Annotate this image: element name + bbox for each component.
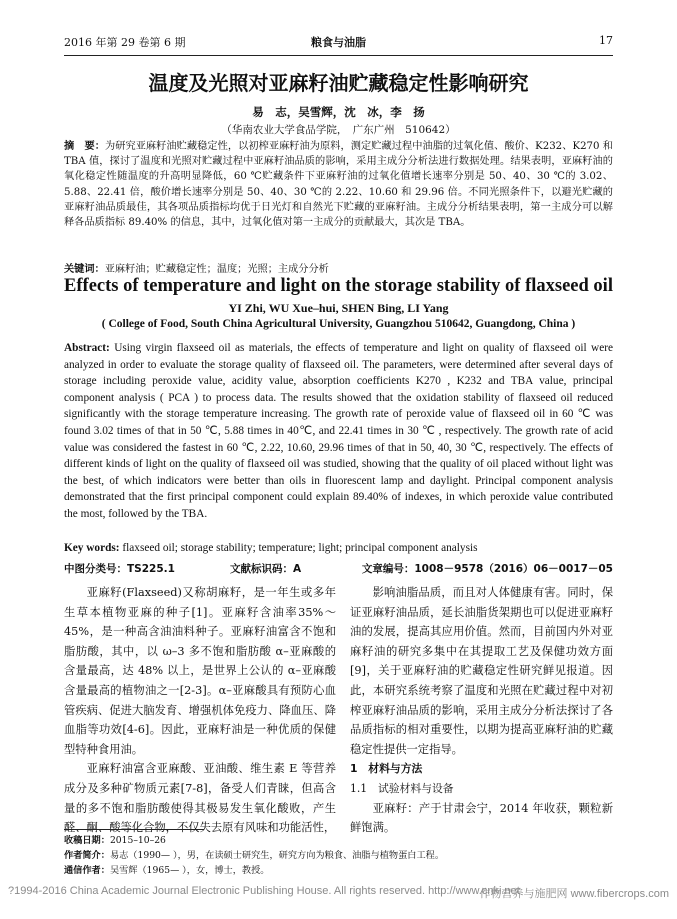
abstract-cn-text: 为研究亚麻籽油贮藏稳定性，以初榨亚麻籽油为原料，测定贮藏过程中油脂的过氧化值、酸价、K232、K270 和 TBA 值，探讨了温度和光照对贮藏过程中亚麻籽油品质的影响，采用主成分分析法进行数据处理。结果表明，亚麻籽油的氧化稳定性随温度的升高明显降低，60 ℃贮藏条件下亚麻籽油的过氧化值增长速率分别是 50、40、30 ℃的 3.02、5.88、22.41 倍，酸价增长速率分别是 50、40、30 ℃的 2.22、10.60 和 29.96 倍。不同光照条件下，以避光贮藏的亚麻籽油品质最佳，其各项品质指标均优于日光灯和自然光下贮藏的亚麻籽油。主成分分析结果表明，第一主成分可以解释各品质指标 89.40% 的信息，其中，过氧化值对第一主成分的贡献最大，其次是 TBA。 — [64, 141, 613, 229]
affiliation-english: ( College of Food, South China Agricultural University, Guangzhou 510642, Guangdong, China ) — [101, 318, 576, 330]
keywords-cn-text: 亚麻籽油；贮藏稳定性；温度；光照；主成分分析 — [104, 264, 329, 275]
footnote-text: 2015–10–26 — [109, 835, 166, 846]
paragraph: 影响油脂品质，而且对人体健康有害。同时，保证亚麻籽油品质，延长油脂货架期也可以促进亚麻籽油的发展，提高其应用价值。然而，目前国内外对亚麻籽油的研究多集中在其提取工艺及保健功效方面[9]，关于亚麻籽油的贮藏稳定性研究鲜见报道。因此，本研究系统考察了温度和光照在贮藏过程中对初榨亚麻籽油品质的影响，采用主成分分析法探讨了各品质指标的相对重要性，以期为提高亚麻籽油的贮藏稳定性提供一定指导。 — [350, 586, 613, 756]
title-chinese: 温度及光照对亚麻籽油贮藏稳定性影响研究 — [148, 71, 529, 95]
document-code: 文献标识码：A — [230, 563, 302, 575]
footnote-rule — [64, 829, 204, 830]
keywords-chinese — [64, 260, 613, 275]
abstract-en-text: Using virgin flaxseed oil as materials, the effects of temperature and light on quality of flaxseed oil were analyzed in order to evaluate the storage quality of flaxseed oil. The parameters, were determined after several days of storage including peroxide value, acidity value, absorption coefficients K270 , K232 and TBA value, principal component analysis ( PCA ) to process data. The results showed that the oxidation stability of flaxseed oil reduced significantly with the storage temperature increasing. The growth rate of peroxide value of flaxseed oil in 60 ℃ was found 3.02 times of that in 50 ℃, 5.88 times in 40℃, and 22.41 times in 30 ℃ , respectively. The growth rate of acid value was considered the fastest in 60 ℃, 2.22, 10.60, 29.96 times of that in 50, 40, 30 ℃, respectively. The effects of different kinds of light on the quality of flaxseed oil was studied, showing that the quality of oil placed without light was the best, of which indicators were better than oils in fluorescent lamp and daylight. Principal component analysis demonstrated that the first principal component could explain 89.40% of indexes, in which peroxide value contributed the most, followed by the TBA. — [64, 342, 614, 520]
watermark-text: 作物营养与施肥网 www.fibercrops.com — [479, 888, 669, 900]
keywords-cn-label: 关键词： — [64, 264, 105, 275]
keywords-en-text: flaxseed oil; storage stability; temperature; light; principal component analysis — [122, 542, 478, 554]
page-number: 17 — [599, 34, 613, 47]
subsection-heading: 1.1 试验材料与设备 — [350, 781, 454, 795]
article-metadata — [64, 561, 613, 577]
journal-name: 粮食与油脂 — [311, 36, 366, 49]
abstract-en-label: Abstract: — [64, 342, 110, 354]
footnote-label: 作者简介： — [64, 850, 110, 861]
affiliation-chinese: （华南农业大学食品学院， 广东广州 510642） — [221, 124, 456, 136]
issue-info: 2016 年第 29 卷第 6 期 — [64, 36, 186, 49]
footnote-text: 易志（1990— ），男，在读硕士研究生，研究方向为粮食、油脂与植物蛋白工程。 — [109, 850, 445, 861]
copyright-text: ?1994-2016 China Academic Journal Electronic Publishing House. All rights reserved. http://www.cnki.net — [8, 885, 520, 897]
footnote-text: 吴雪辉（1965— ），女，博士，教授。 — [109, 865, 270, 876]
keywords-en-label: Key words: — [64, 542, 120, 554]
footnote-received — [64, 832, 613, 846]
section-heading: 1 材料与方法 — [350, 762, 423, 776]
article-number: 文章编号：1008－9578（2016）06－0017－05 — [361, 563, 613, 575]
header-rule — [64, 55, 613, 56]
abstract-cn-label: 摘 要： — [64, 141, 105, 152]
paragraph: 亚麻籽：产于甘肃会宁，2014 年收获，颗粒新鲜饱满。 — [350, 801, 613, 835]
abstract-english — [64, 340, 613, 523]
paragraph: 亚麻籽油富含亚麻酸、亚油酸、维生素 E 等营养成分及多种矿物质元素[7-8]，备受人们青睐，但高含量的多不饱和脂肪酸使得其极易发生氧化酸败，产生醛、酮、酸等化合物，不仅失去原有风味和功能活性， — [64, 762, 336, 835]
clc-number: 中图分类号：TS225.1 — [64, 563, 175, 575]
body-column-left — [64, 583, 336, 838]
authors-chinese: 易 志，吴雪辉，沈 冰，李 扬 — [252, 105, 425, 119]
running-header — [64, 34, 613, 50]
abstract-chinese — [64, 139, 613, 230]
footnote-label: 通信作者： — [64, 865, 110, 876]
footnote-label: 收稿日期： — [64, 835, 110, 846]
keywords-english — [64, 542, 613, 554]
paragraph: 亚麻籽(Flaxseed)又称胡麻籽，是一年生或多年生草本植物亚麻的种子[1]。亚麻籽含油率35%～45%，是一种高含油油料种子。亚麻籽油富含不饱和脂肪酸，其中，以 ω–3 多不饱和脂肪酸 α–亚麻酸的含量最高，达 48% 以上，是世界上公认的 α–亚麻酸含量最高的植物油之一[2-3]。α–亚麻酸具有预防心血管疾病、促进大脑发育、增强机体免疫力、降血压、降血脂等功效[4-6]。因此，亚麻籽油是一种优质的保健型特种食用油。 — [64, 586, 336, 756]
footnote-author-bio — [64, 847, 613, 861]
body-column-right — [350, 583, 613, 838]
authors-english: YI Zhi, WU Xue–hui, SHEN Bing, LI Yang — [228, 301, 449, 315]
title-english: Effects of temperature and light on the storage stability of flaxseed oil — [64, 276, 613, 296]
copyright-line — [8, 885, 669, 900]
footnote-corresponding — [64, 862, 613, 876]
